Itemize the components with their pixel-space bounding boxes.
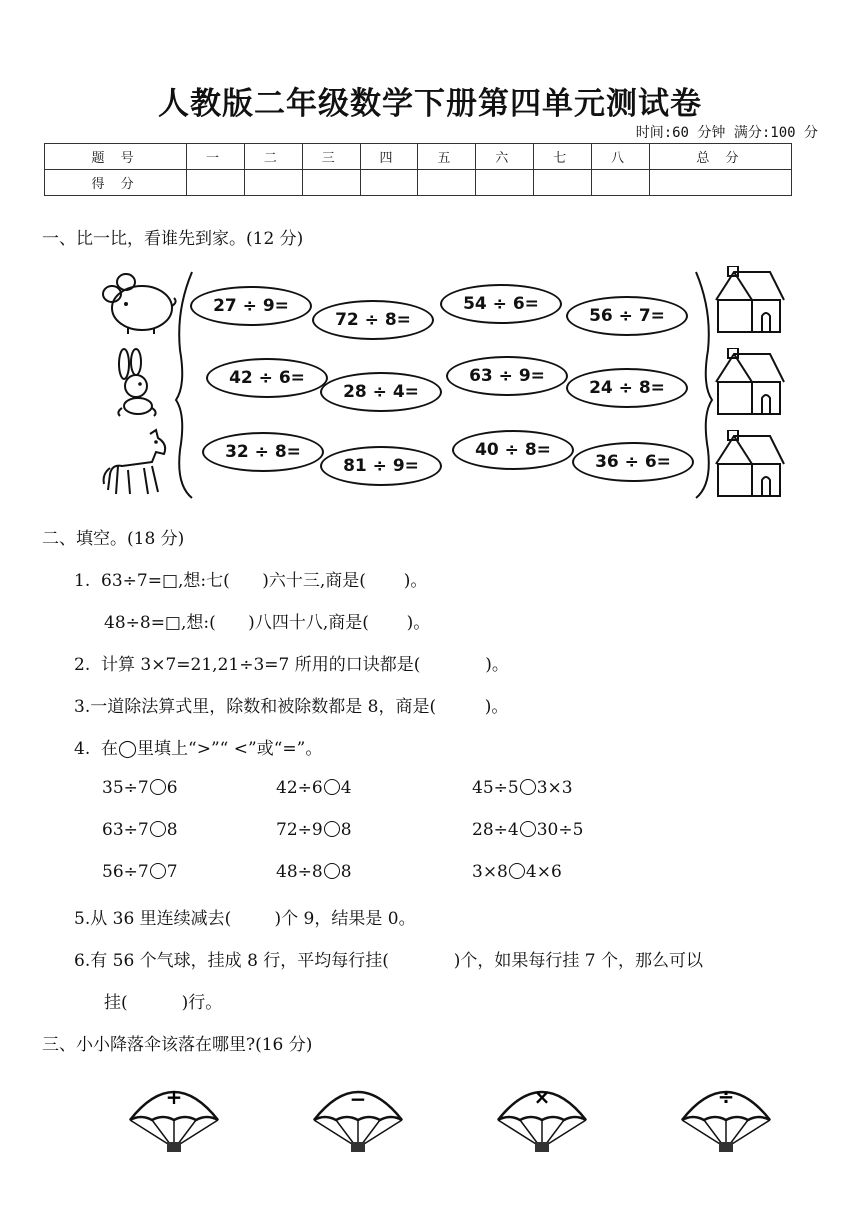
- question-5: 5.从 36 里连续减去( )个 9，结果是 0。: [74, 909, 416, 929]
- compare-circle[interactable]: [520, 821, 536, 837]
- question-6b: 挂( )行。: [104, 993, 223, 1013]
- time-score-info: 时间:60 分钟 满分:100 分: [635, 125, 818, 141]
- question-6a: 6.有 56 个气球，挂成 8 行，平均每行挂( )个，如果每行挂 7 个，那么可以: [74, 951, 704, 971]
- score-cell[interactable]: [360, 170, 418, 196]
- division-oval[interactable]: 56 ÷ 7=: [566, 296, 688, 336]
- compare-item: 42÷6 4: [276, 778, 352, 798]
- score-cell[interactable]: [592, 170, 650, 196]
- score-header-cell: 一: [187, 144, 245, 170]
- score-cell[interactable]: [244, 170, 302, 196]
- parachute-divide-icon: [678, 1080, 774, 1154]
- score-header-cell: 三: [302, 144, 360, 170]
- compare-circle[interactable]: [324, 779, 340, 795]
- score-value-row: [45, 170, 792, 196]
- division-oval[interactable]: 54 ÷ 6=: [440, 284, 562, 324]
- score-header-cell: 总 分: [649, 144, 791, 170]
- house-icon: [712, 430, 786, 500]
- score-row-label: 得 分: [45, 170, 187, 196]
- compare-circle[interactable]: [324, 863, 340, 879]
- division-oval[interactable]: 72 ÷ 8=: [312, 300, 434, 340]
- score-cell[interactable]: [418, 170, 476, 196]
- compare-item: 3×8 4×6: [472, 862, 562, 882]
- parachute-times-icon: [494, 1080, 590, 1154]
- compare-item: 56÷7 7: [102, 862, 178, 882]
- score-cell[interactable]: [302, 170, 360, 196]
- score-header-cell: 四: [360, 144, 418, 170]
- parachute-plus-icon: [126, 1080, 222, 1154]
- division-oval[interactable]: 28 ÷ 4=: [320, 372, 442, 412]
- division-oval[interactable]: 42 ÷ 6=: [206, 358, 328, 398]
- score-header-cell: 题 号: [45, 144, 187, 170]
- house-icon: [712, 348, 786, 418]
- division-oval[interactable]: 27 ÷ 9=: [190, 286, 312, 326]
- parachute-operator: −: [349, 1087, 367, 1111]
- question-1b: 48÷8=□,想:( )八四十八,商是( )。: [104, 613, 431, 633]
- compare-circle[interactable]: [150, 863, 166, 879]
- parachute-operator: ÷: [717, 1085, 735, 1109]
- question-3: 3.一道除法算式里，除数和被除数都是 8，商是( )。: [74, 697, 509, 717]
- parachute-operator: ×: [533, 1085, 551, 1109]
- compare-item: 48÷8 8: [276, 862, 352, 882]
- parachute-operator: +: [165, 1085, 183, 1109]
- score-cell[interactable]: [476, 170, 534, 196]
- score-header-cell: 八: [592, 144, 650, 170]
- section3-heading: 三、小小降落伞该落在哪里?(16 分): [42, 1035, 313, 1055]
- division-oval[interactable]: 24 ÷ 8=: [566, 368, 688, 408]
- section1-heading: 一、比一比，看谁先到家。(12 分): [42, 229, 304, 249]
- section2-heading: 二、填空。(18 分): [42, 529, 185, 549]
- division-oval[interactable]: 63 ÷ 9=: [446, 356, 568, 396]
- division-oval[interactable]: 40 ÷ 8=: [452, 430, 574, 470]
- score-header-cell: 六: [476, 144, 534, 170]
- compare-item: 28÷4 30÷5: [472, 820, 584, 840]
- horse-icon: [100, 428, 174, 500]
- compare-circle[interactable]: [324, 821, 340, 837]
- score-header-cell: 五: [418, 144, 476, 170]
- division-oval[interactable]: 36 ÷ 6=: [572, 442, 694, 482]
- score-cell[interactable]: [187, 170, 245, 196]
- house-icon: [712, 266, 786, 336]
- compare-circle[interactable]: [150, 779, 166, 795]
- score-header-cell: 二: [244, 144, 302, 170]
- page-title: 人教版二年级数学下册第四单元测试卷: [158, 86, 702, 122]
- score-cell[interactable]: [534, 170, 592, 196]
- score-table: [44, 143, 792, 196]
- parachute-minus-icon: [310, 1080, 406, 1154]
- compare-item: 35÷7 6: [102, 778, 178, 798]
- compare-item: 72÷9 8: [276, 820, 352, 840]
- compare-item: 45÷5 3×3: [472, 778, 573, 798]
- question-2: 2. 计算 3×7=21,21÷3=7 所用的口诀都是( )。: [74, 655, 509, 675]
- rabbit-icon: [104, 348, 170, 418]
- score-header-row: [45, 144, 792, 170]
- pig-icon: [98, 270, 178, 336]
- compare-circle[interactable]: [150, 821, 166, 837]
- compare-circle[interactable]: [509, 863, 525, 879]
- division-oval[interactable]: 32 ÷ 8=: [202, 432, 324, 472]
- division-oval[interactable]: 81 ÷ 9=: [320, 446, 442, 486]
- question-4: 4. 在◯里填上“>”“ <”或“=”。: [74, 739, 323, 759]
- compare-item: 63÷7 8: [102, 820, 178, 840]
- question-1a: 1. 63÷7=□,想:七( )六十三,商是( )。: [74, 571, 428, 591]
- score-header-cell: 七: [534, 144, 592, 170]
- score-cell[interactable]: [649, 170, 791, 196]
- compare-circle[interactable]: [520, 779, 536, 795]
